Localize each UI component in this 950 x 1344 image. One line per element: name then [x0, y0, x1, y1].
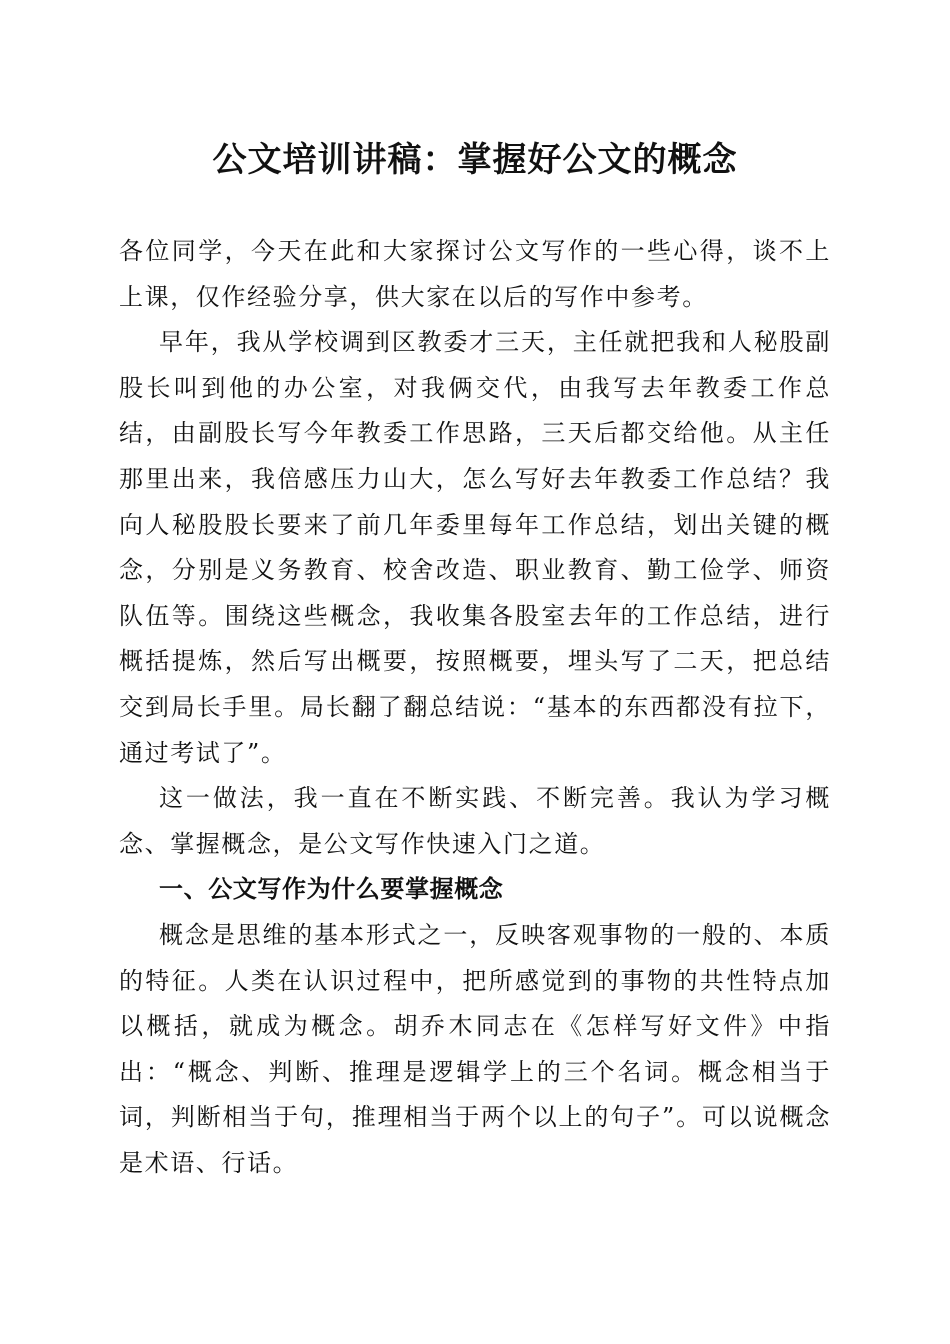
document-title: 公文培训讲稿：掌握好公文的概念 [212, 140, 738, 180]
section-heading: 一、公文写作为什么要掌握概念 [159, 875, 504, 904]
paragraph-intro: 各位同学，今天在此和大家探讨公文写作的一些心得，谈不上上课，仅作经验分享，供大家在以后的写作中参考。 [119, 237, 831, 311]
paragraph-story: 早年，我从学校调到区教委才三天，主任就把我和人秘股副股长叫到他的办公室，对我俩交代，由我写去年教委工作总结，由副股长写今年教委工作思路，三天后都交给他。从主任那里出来，我倍感压力山大，怎么写好去年教委工作总结？我向人秘股股长要来了前几年委里每年工作总结，划出关键的概念，分别是义务教育、校舍改造、职业教育、勤工俭学、师资队伍等。围绕这些概念，我收集各股室去年的工作总结，进行概括提炼，然后写出概要，按照概要，埋头写了二天，把总结交到局长手里。局长翻了翻总结说：“基本的东西都没有拉下，通过考试了”。 [119, 328, 831, 767]
paragraph-practice: 这一做法，我一直在不断实践、不断完善。我认为学习概念、掌握概念，是公文写作快速入门之道。 [119, 784, 831, 858]
paragraph-concept: 概念是思维的基本形式之一，反映客观事物的一般的、本质的特征。人类在认识过程中，把所感觉到的事物的共性特点加以概括，就成为概念。胡乔木同志在《怎样写好文件》中指出：“概念、判断、推理是逻辑学上的三个名词。概念相当于词，判断相当于句，推理相当于两个以上的句子”。可以说概念是术语、行话。 [119, 920, 831, 1177]
document-body [119, 229, 831, 1186]
